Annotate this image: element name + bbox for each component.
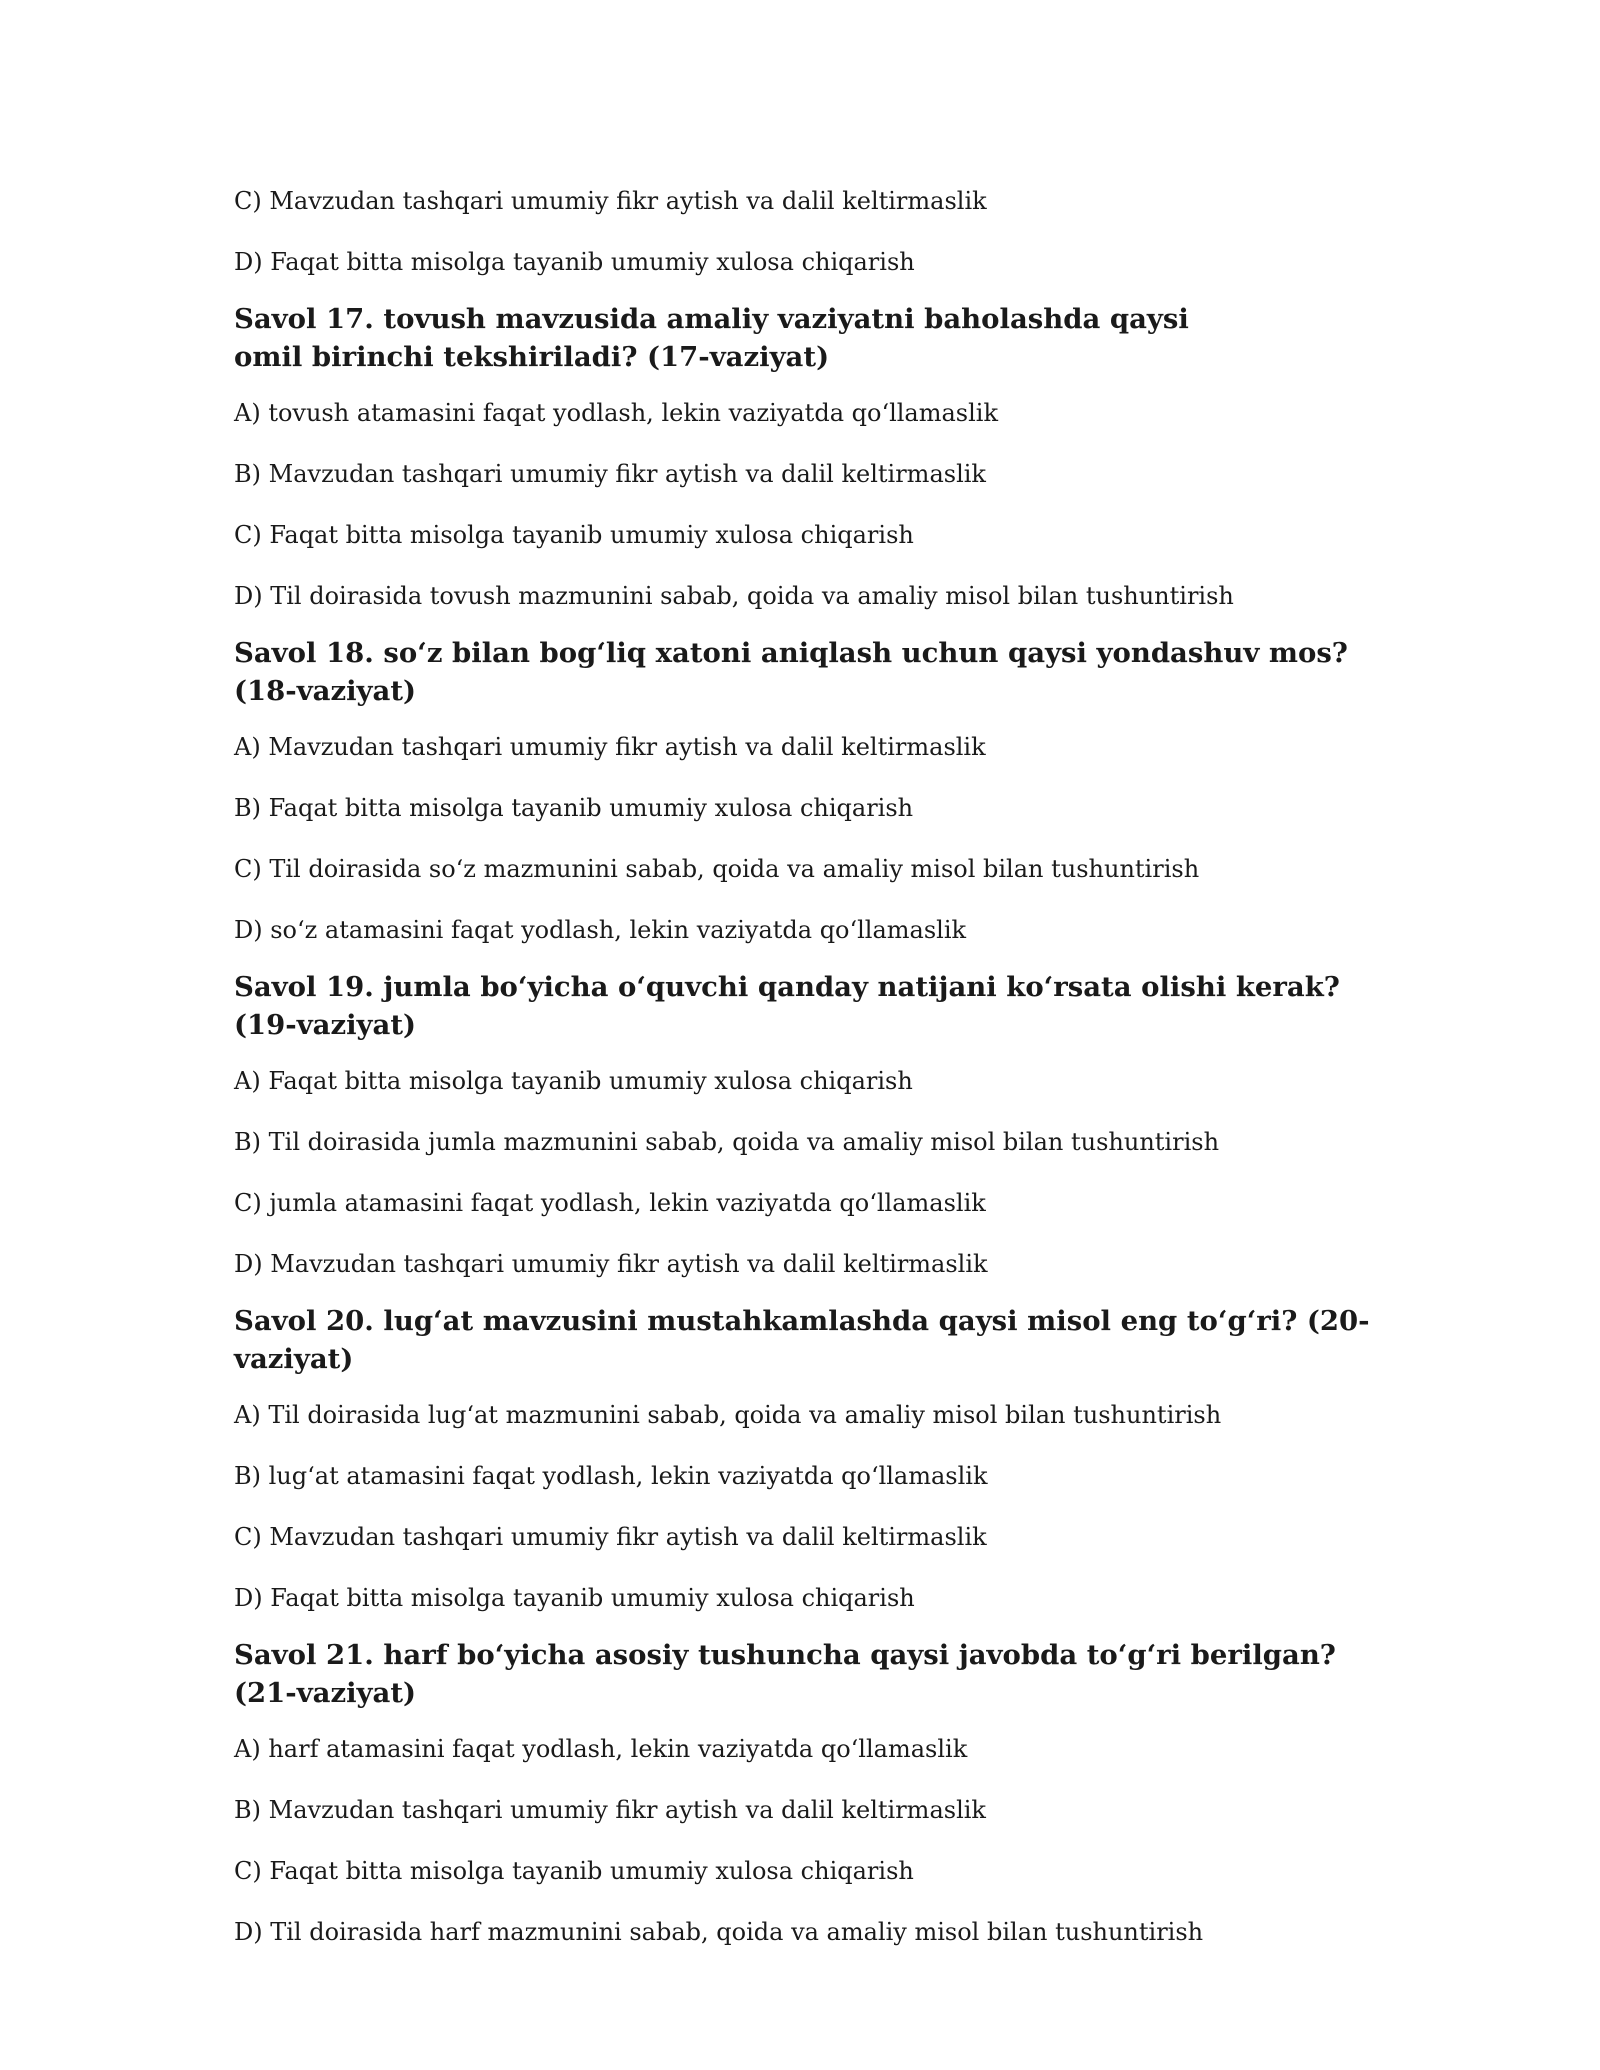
option-b: B) lug‘at atamasini faqat yodlash, lekin vaziyatda qo‘llamaslik [234, 1462, 988, 1490]
option-c: C) jumla atamasini faqat yodlash, lekin vaziyatda qo‘llamaslik [234, 1189, 986, 1217]
option-c: C) Mavzudan tashqari umumiy fikr aytish va dalil keltirmaslik [234, 1523, 987, 1551]
question-17-title: Savol 17. tovush mavzusida amaliy vaziyatni baholashda qaysi omil birinchi tekshiriladi? (17-vaziyat) [234, 303, 1189, 373]
option-d: D) Faqat bitta misolga tayanib umumiy xulosa chiqarish [234, 248, 915, 276]
option-a: A) tovush atamasini faqat yodlash, lekin vaziyatda qo‘llamaslik [234, 399, 999, 427]
option-b: B) Faqat bitta misolga tayanib umumiy xulosa chiqarish [234, 794, 914, 822]
option-a: A) Mavzudan tashqari umumiy fikr aytish va dalil keltirmaslik [234, 733, 986, 761]
option-c: C) Faqat bitta misolga tayanib umumiy xulosa chiqarish [234, 1857, 914, 1885]
option-a: A) harf atamasini faqat yodlash, lekin vaziyatda qo‘llamaslik [234, 1735, 968, 1763]
question-21-title: Savol 21. harf bo‘yicha asosiy tushuncha qaysi javobda to‘g‘ri berilgan? (21-vaziyat) [234, 1639, 1336, 1709]
question-18-title: Savol 18. so‘z bilan bog‘liq xatoni aniqlash uchun qaysi yondashuv mos? (18-vaziyat) [234, 637, 1348, 707]
option-a: A) Til doirasida lug‘at mazmunini sabab, qoida va amaliy misol bilan tushuntirish [234, 1401, 1222, 1429]
question-20-title: Savol 20. lug‘at mavzusini mustahkamlashda qaysi misol eng to‘g‘ri? (20-vaziyat) [234, 1305, 1370, 1375]
option-c: C) Faqat bitta misolga tayanib umumiy xulosa chiqarish [234, 521, 914, 549]
option-d: D) Mavzudan tashqari umumiy fikr aytish va dalil keltirmaslik [234, 1250, 988, 1278]
option-b: B) Mavzudan tashqari umumiy fikr aytish va dalil keltirmaslik [234, 460, 986, 488]
document-page [234, 186, 1374, 1978]
option-c: C) Til doirasida so‘z mazmunini sabab, qoida va amaliy misol bilan tushuntirish [234, 855, 1200, 883]
option-d: D) Til doirasida harf mazmunini sabab, qoida va amaliy misol bilan tushuntirish [234, 1918, 1204, 1946]
option-b: B) Mavzudan tashqari umumiy fikr aytish va dalil keltirmaslik [234, 1796, 986, 1824]
option-d: D) so‘z atamasini faqat yodlash, lekin vaziyatda qo‘llamaslik [234, 916, 967, 944]
option-a: A) Faqat bitta misolga tayanib umumiy xulosa chiqarish [234, 1067, 913, 1095]
option-c: C) Mavzudan tashqari umumiy fikr aytish va dalil keltirmaslik [234, 187, 987, 215]
question-19-title: Savol 19. jumla bo‘yicha o‘quvchi qanday natijani ko‘rsata olishi kerak? (19-vaziyat) [234, 971, 1340, 1041]
option-b: B) Til doirasida jumla mazmunini sabab, qoida va amaliy misol bilan tushuntirish [234, 1128, 1220, 1156]
option-d: D) Faqat bitta misolga tayanib umumiy xulosa chiqarish [234, 1584, 915, 1612]
option-d: D) Til doirasida tovush mazmunini sabab, qoida va amaliy misol bilan tushuntirish [234, 582, 1234, 610]
